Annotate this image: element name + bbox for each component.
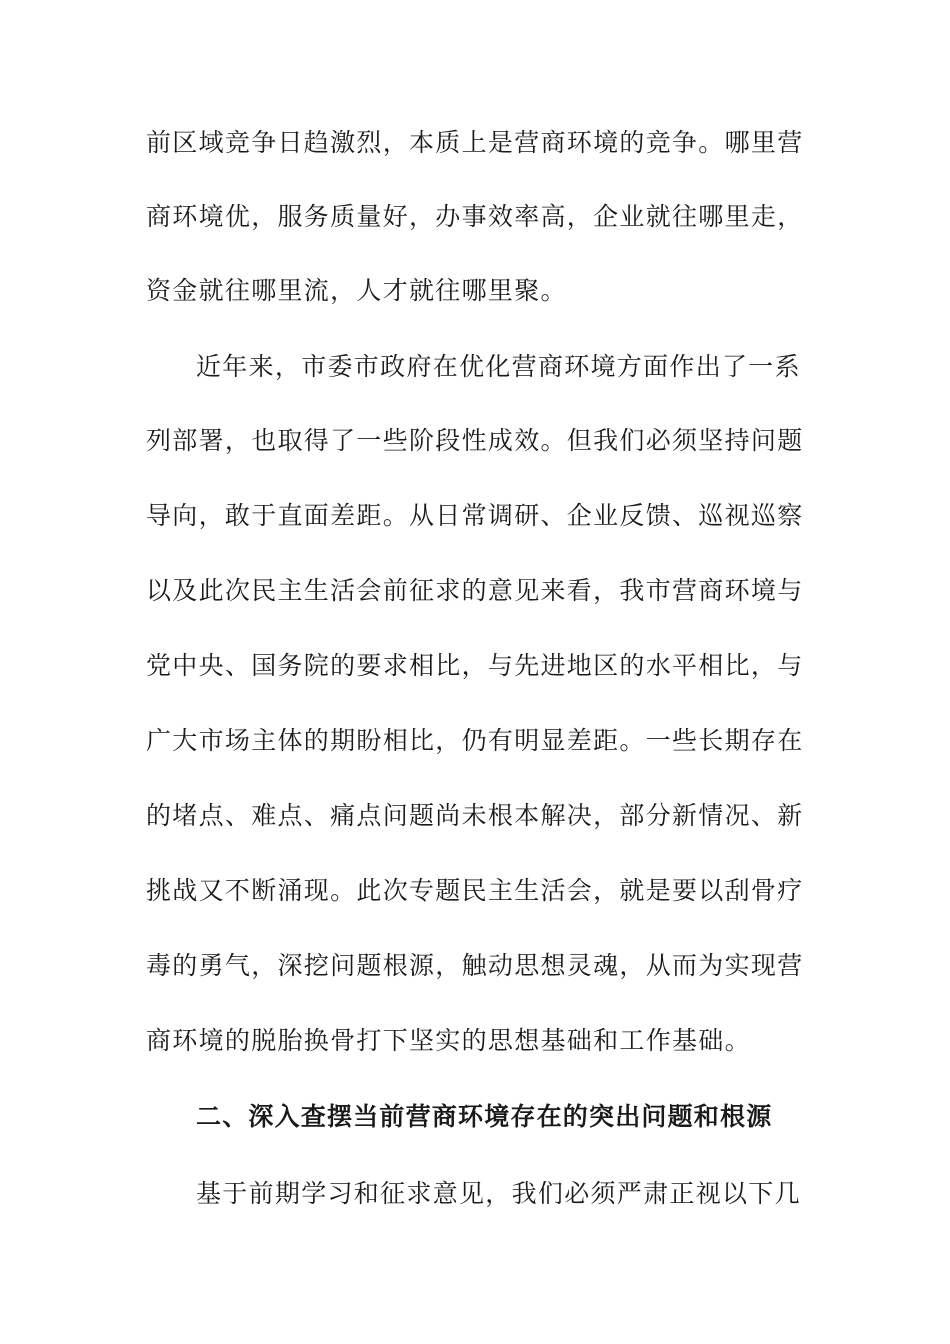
paragraph-1-line-3: 资金就往哪里流，人才就往哪里聚。 bbox=[146, 276, 567, 305]
paragraph-2-line-3: 导向，敢于直面差距。从日常调研、企业反馈、巡视巡察 bbox=[146, 501, 804, 530]
paragraph-2-line-7: 的堵点、难点、痛点问题尚未根本解决，部分新情况、新 bbox=[146, 801, 804, 830]
paragraph-2-line-4: 以及此次民主生活会前征求的意见来看，我市营商环境与 bbox=[146, 576, 804, 605]
paragraph-2-line-2: 列部署，也取得了一些阶段性成效。但我们必须坚持问题 bbox=[146, 426, 804, 455]
paragraph-1-line-1: 前区域竞争日趋激烈，本质上是营商环境的竞争。哪里营 bbox=[146, 128, 804, 157]
paragraph-2-line-6: 广大市场主体的期盼相比，仍有明显差距。一些长期存在 bbox=[146, 726, 804, 755]
paragraph-3-line-1: 基于前期学习和征求意见，我们必须严肃正视以下几 bbox=[196, 1179, 801, 1208]
paragraph-2-line-9: 毒的勇气，深挖问题根源，触动思想灵魂，从而为实现营 bbox=[146, 951, 804, 980]
paragraph-2-line-8: 挑战又不断涌现。此次专题民主生活会，就是要以刮骨疗 bbox=[146, 876, 804, 905]
paragraph-2-line-10: 商环境的脱胎换骨打下坚实的思想基础和工作基础。 bbox=[146, 1026, 751, 1055]
paragraph-1-line-2: 商环境优，服务质量好，办事效率高，企业就往哪里走， bbox=[146, 202, 804, 231]
paragraph-2-line-1: 近年来，市委市政府在优化营商环境方面作出了一系 bbox=[196, 352, 801, 381]
paragraph-2-line-5: 党中央、国务院的要求相比，与先进地区的水平相比，与 bbox=[146, 651, 804, 680]
section-heading: 二、深入查摆当前营商环境存在的突出问题和根源 bbox=[196, 1102, 773, 1131]
